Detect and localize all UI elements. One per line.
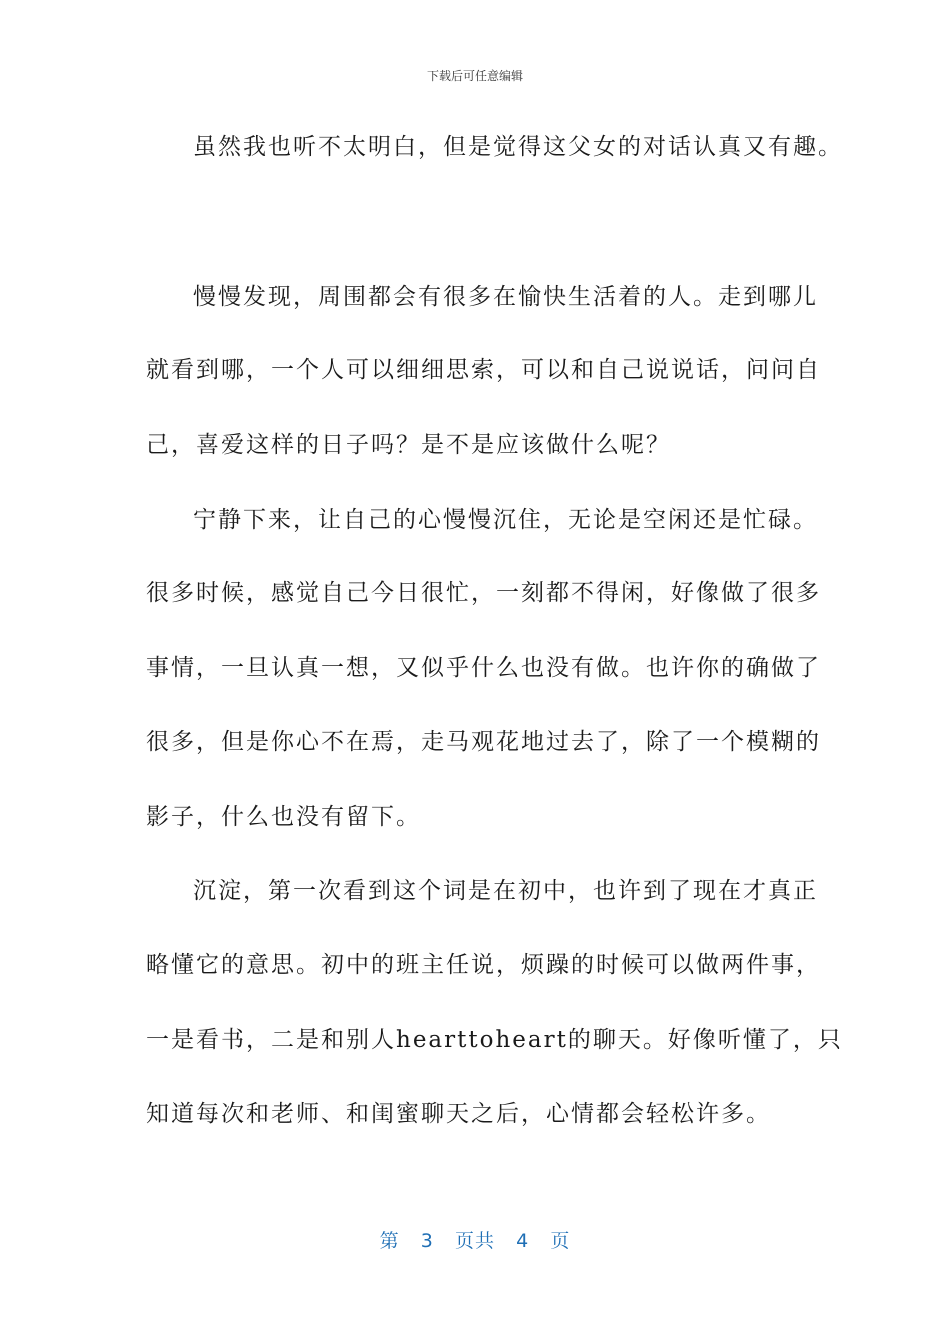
total-pages-number: 4 [516,1230,530,1252]
paragraph-line: 略懂它的意思。初中的班主任说，烦躁的时候可以做两件事， [146,952,821,978]
paragraph-line: 己，喜爱这样的日子吗？是不是应该做什么呢？ [146,432,671,458]
paragraph-line: 沉淀，第一次看到这个词是在初中，也许到了现在才真正 [193,878,818,904]
paragraph-line: 知道每次和老师、和闺蜜聊天之后，心情都会轻松许多。 [146,1101,771,1127]
paragraph-line: 事情，一旦认真一想，又似乎什么也没有做。也许你的确做了 [146,655,821,681]
page-header: 下载后可任意编辑 [426,69,523,83]
footer-middle: 页共 [454,1230,495,1252]
paragraph-line: 虽然我也听不太明白，但是觉得这父女的对话认真又有趣。 [193,134,843,160]
paragraph-line: 就看到哪，一个人可以细细思索，可以和自己说说话，问问自 [146,357,821,383]
paragraph-line: 宁静下来，让自己的心慢慢沉住，无论是空闲还是忙碌。 [193,507,818,533]
paragraph-line: 很多时候，感觉自己今日很忙，一刻都不得闲，好像做了很多 [146,580,821,606]
paragraph-line: 很多，但是你心不在焉，走马观花地过去了，除了一个模糊的 [146,729,821,755]
footer-prefix: 第 [379,1230,400,1252]
footer-suffix: 页 [550,1230,571,1252]
paragraph-line: 一是看书，二是和别人hearttoheart的聊天。好像听懂了，只 [146,1027,843,1053]
paragraph-line: 影子，什么也没有留下。 [146,804,421,830]
paragraph-line: 慢慢发现，周围都会有很多在愉快生活着的人。走到哪儿 [193,284,818,310]
current-page-number: 3 [420,1230,434,1252]
page-footer [0,1226,950,1253]
